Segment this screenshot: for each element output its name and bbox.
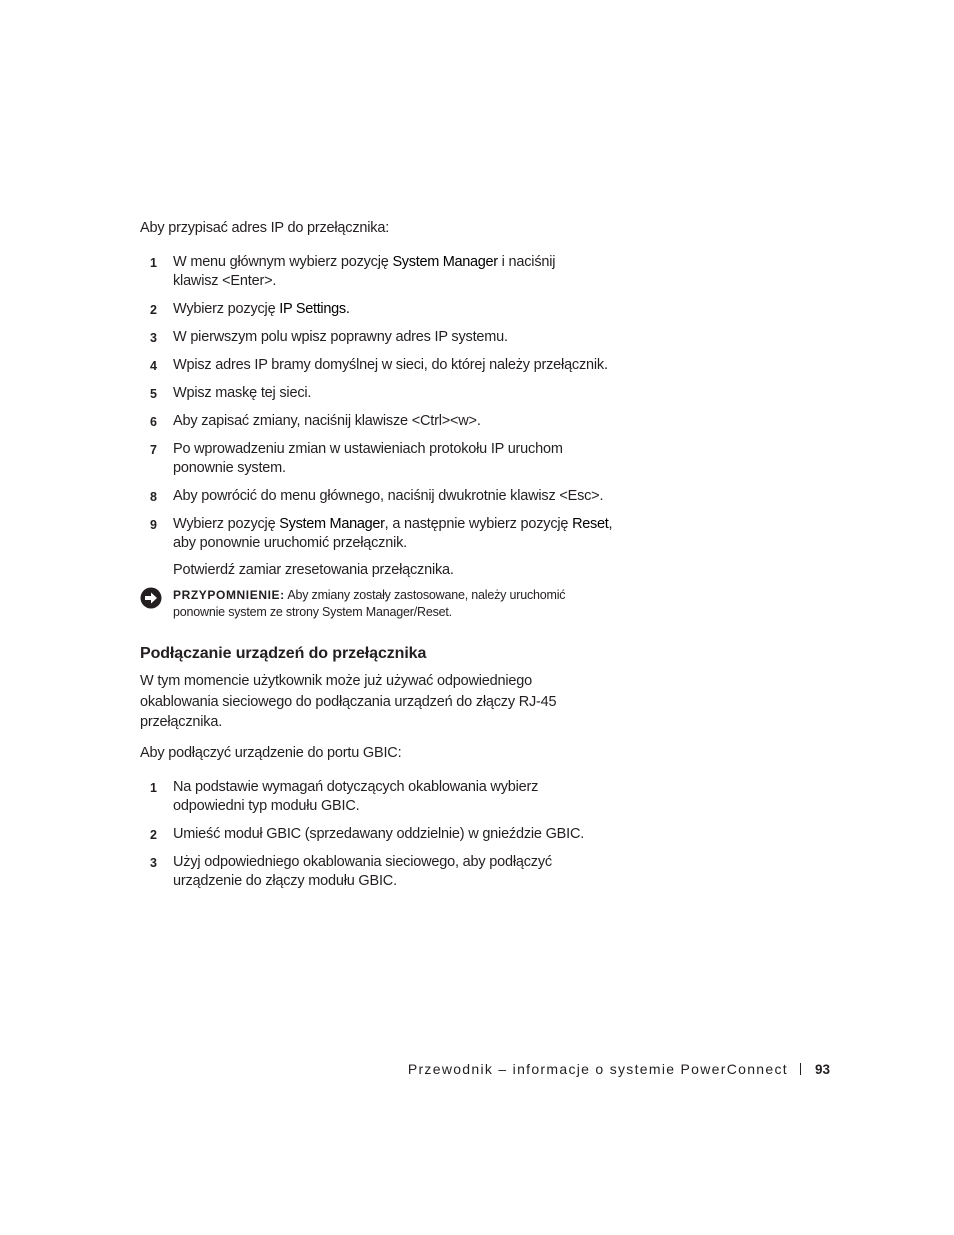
step-text-part: i naciśnij	[497, 254, 556, 270]
step-text	[173, 853, 640, 891]
ip-step-5	[150, 384, 640, 403]
gbic-step-1	[150, 778, 640, 816]
notice-text-line2: ponownie system ze strony System Manager/Reset.	[173, 605, 452, 619]
step-text: W pierwszym polu wpisz poprawny adres IP systemu.	[173, 329, 508, 345]
step-text: Aby powrócić do menu głównego, naciśnij dwukrotnie klawisz <Esc>.	[173, 488, 604, 504]
gbic-step-2	[150, 825, 640, 844]
step-number: 2	[150, 828, 157, 842]
step-number: 8	[150, 490, 157, 504]
step-text: Wpisz maskę tej sieci.	[173, 385, 312, 401]
notice-text	[173, 587, 620, 604]
step-number: 9	[150, 518, 157, 532]
step-text-part: ,	[608, 516, 613, 532]
confirm-text: Potwierdź zamiar zresetowania przełącznika.	[173, 562, 454, 578]
step-text-part: Użyj odpowiedniego okablowania sieciowego, aby podłączyć	[173, 854, 552, 870]
ip-step-6	[150, 412, 640, 431]
step-text-part: Na podstawie wymagań dotyczących okablowania wybierz	[173, 779, 539, 795]
step-text	[173, 253, 640, 291]
ip-step-3	[150, 328, 640, 347]
step-text-part: W menu głównym wybierz pozycję	[173, 254, 393, 270]
step-number: 2	[150, 303, 157, 317]
gbic-step-3	[150, 853, 640, 891]
step-text-line2: ponownie system.	[173, 460, 286, 476]
section-heading: Podłączanie urządzeń do przełącznika	[140, 645, 427, 662]
step-number: 1	[150, 781, 157, 795]
step-number: 6	[150, 415, 157, 429]
ip-step-9	[150, 515, 640, 553]
ip-step-4	[150, 356, 640, 375]
footer-title: Przewodnik – informacje o systemie PowerConnect	[407, 1061, 788, 1077]
page-number: 93	[814, 1061, 830, 1077]
step-number: 7	[150, 443, 157, 457]
step-text-part: Po wprowadzeniu zmian w ustawieniach protokołu IP uruchom	[173, 441, 563, 457]
menu-keyword: IP Settings.	[279, 301, 350, 317]
step-text-part: Wybierz pozycję	[173, 301, 280, 317]
step-number: 5	[150, 387, 157, 401]
notice-label: PRZYPOMNIENIE:	[173, 588, 285, 602]
step-number: 3	[150, 856, 157, 870]
step-text-part: , a następnie wybierz pozycję	[384, 516, 573, 532]
step-text-line2: aby ponownie uruchomić przełącznik.	[173, 535, 407, 551]
page-footer	[408, 1061, 830, 1077]
step-text-line2: klawisz <Enter>.	[173, 273, 277, 289]
menu-keyword: Reset	[572, 516, 609, 532]
step-text: Aby zapisać zmiany, naciśnij klawisze <Ctrl><w>.	[173, 413, 481, 429]
footer-divider	[800, 1063, 801, 1075]
step-number: 1	[150, 256, 157, 270]
ip-step-2	[150, 300, 640, 319]
ip-step-8	[150, 487, 640, 506]
step-text	[173, 515, 640, 553]
step-number: 4	[150, 359, 157, 373]
notice-box	[140, 587, 620, 621]
step-text	[173, 440, 640, 478]
ip-step-1	[150, 253, 640, 291]
ip-step-7	[150, 440, 640, 478]
menu-keyword: System Manager	[392, 254, 498, 270]
section-paragraph: W tym momencie użytkownik może już używać odpowiedniego okablowania sieciowego do podłączania urządzeń do złączy RJ-45 przełącznika.	[140, 673, 557, 730]
step-text: Wpisz adres IP bramy domyślnej w sieci, do której należy przełącznik.	[173, 357, 608, 373]
step-text-line2: urządzenie do złączy modułu GBIC.	[173, 873, 397, 889]
arrow-right-circle-icon	[140, 587, 162, 609]
step-text-line2: odpowiedni typ modułu GBIC.	[173, 798, 360, 814]
step-text: Umieść moduł GBIC (sprzedawany oddzielnie) w gnieździe GBIC.	[173, 826, 585, 842]
step-text-part: Wybierz pozycję	[173, 516, 280, 532]
step-number: 3	[150, 331, 157, 345]
gbic-intro-text: Aby podłączyć urządzenie do portu GBIC:	[140, 745, 402, 761]
step-text	[173, 778, 640, 816]
ip-intro-text: Aby przypisać adres IP do przełącznika:	[140, 220, 390, 236]
menu-keyword: System Manager	[279, 516, 385, 532]
notice-body: Aby zmiany zostały zastosowane, należy uruchomić	[284, 588, 566, 602]
step-text	[173, 300, 640, 319]
